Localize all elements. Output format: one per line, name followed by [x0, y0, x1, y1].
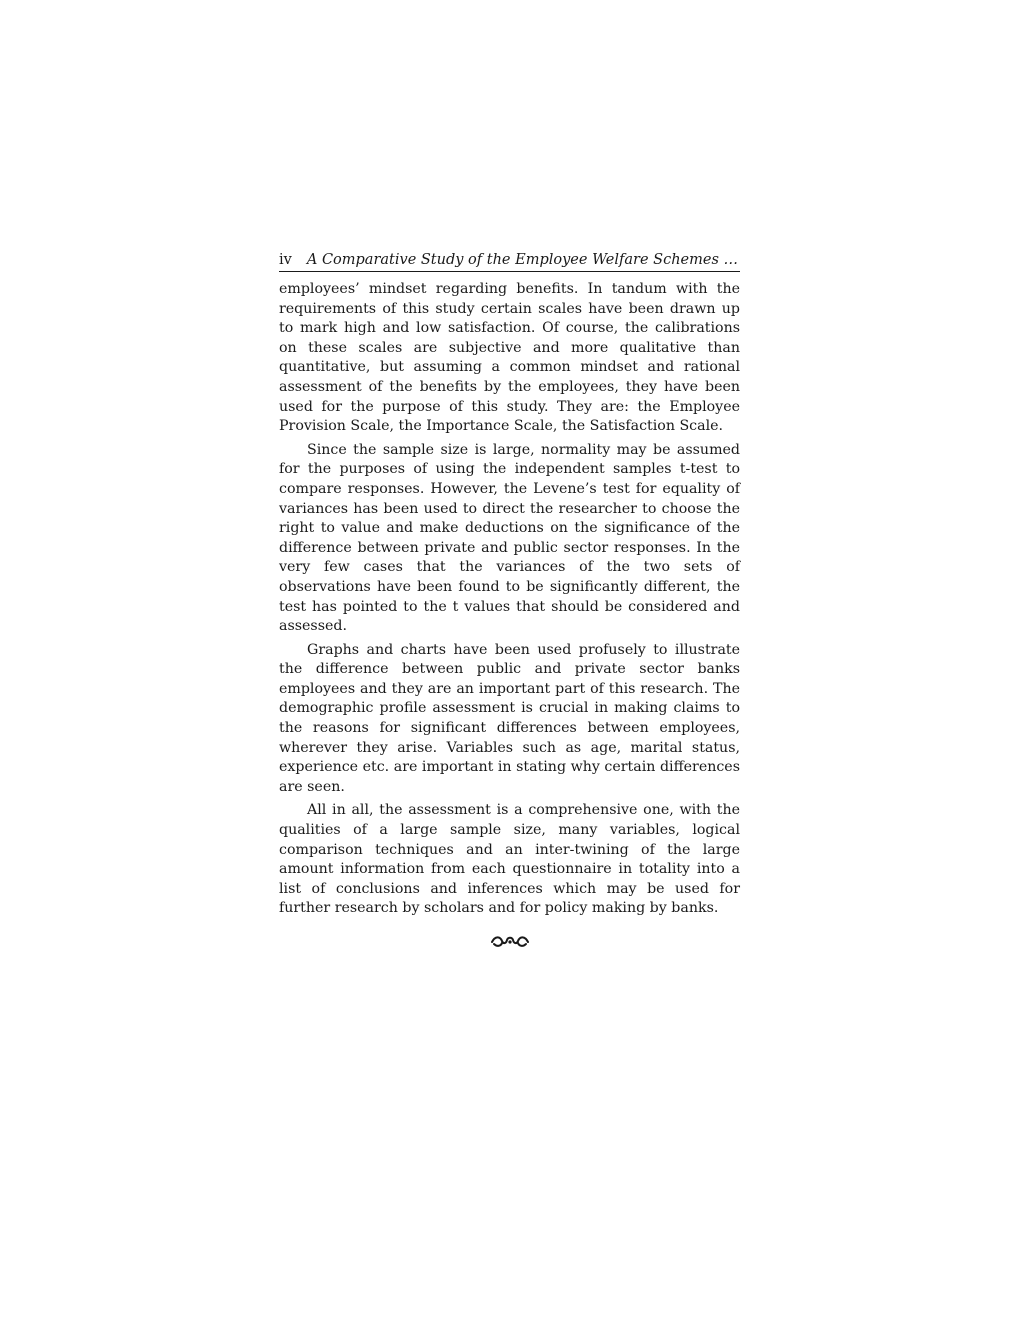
flourish-ornament-icon	[490, 932, 530, 950]
page-content	[279, 249, 740, 923]
paragraph-4: All in all, the assessment is a comprehensive one, with the qualities of a large sample size, many variables, logical comparison techniques and an inter-twining of the large amount information from each questionnaire in totality into a list of conclusions and inferences which may be used for further research by scholars and for policy making by banks.	[279, 802, 740, 917]
running-head	[279, 249, 740, 272]
paragraph-1: employees’ mindset regarding benefits. In tandum with the requirements of this study certain scales have been drawn up to mark high and low satisfaction. Of course, the calibrations on these scales are subjective and more qualitative than quantitative, but assuming a common mindset and rational assessment of the benefits by the employees, they have been used for the purpose of this study. They are: the Employee Provision Scale, the Importance Scale, the Satisfaction Scale.	[279, 281, 740, 435]
paragraph-3: Graphs and charts have been used profusely to illustrate the difference between public and private sector banks employees and they are an important part of this research. The demographic profile assessment is crucial in making claims to the reasons for significant differences between employees, wherever they arise. Variables such as age, marital status, experience etc. are important in stating why certain differences are seen.	[279, 641, 740, 795]
paragraph-2: Since the sample size is large, normality may be assumed for the purposes of using the independent samples t-test to compare responses. However, the Levene’s test for equality of variances has been used to direct the researcher to choose the right to value and make deductions on the significance of the difference between private and public sector responses. In the very few cases that the variances of the two sets of observations have been found to be significantly different, the test has pointed to the t values that should be considered and assessed.	[279, 441, 740, 635]
running-title: A Comparative Study of the Employee Welfare Schemes …	[306, 252, 738, 268]
body-text	[279, 280, 740, 919]
page-number: iv	[279, 252, 292, 268]
